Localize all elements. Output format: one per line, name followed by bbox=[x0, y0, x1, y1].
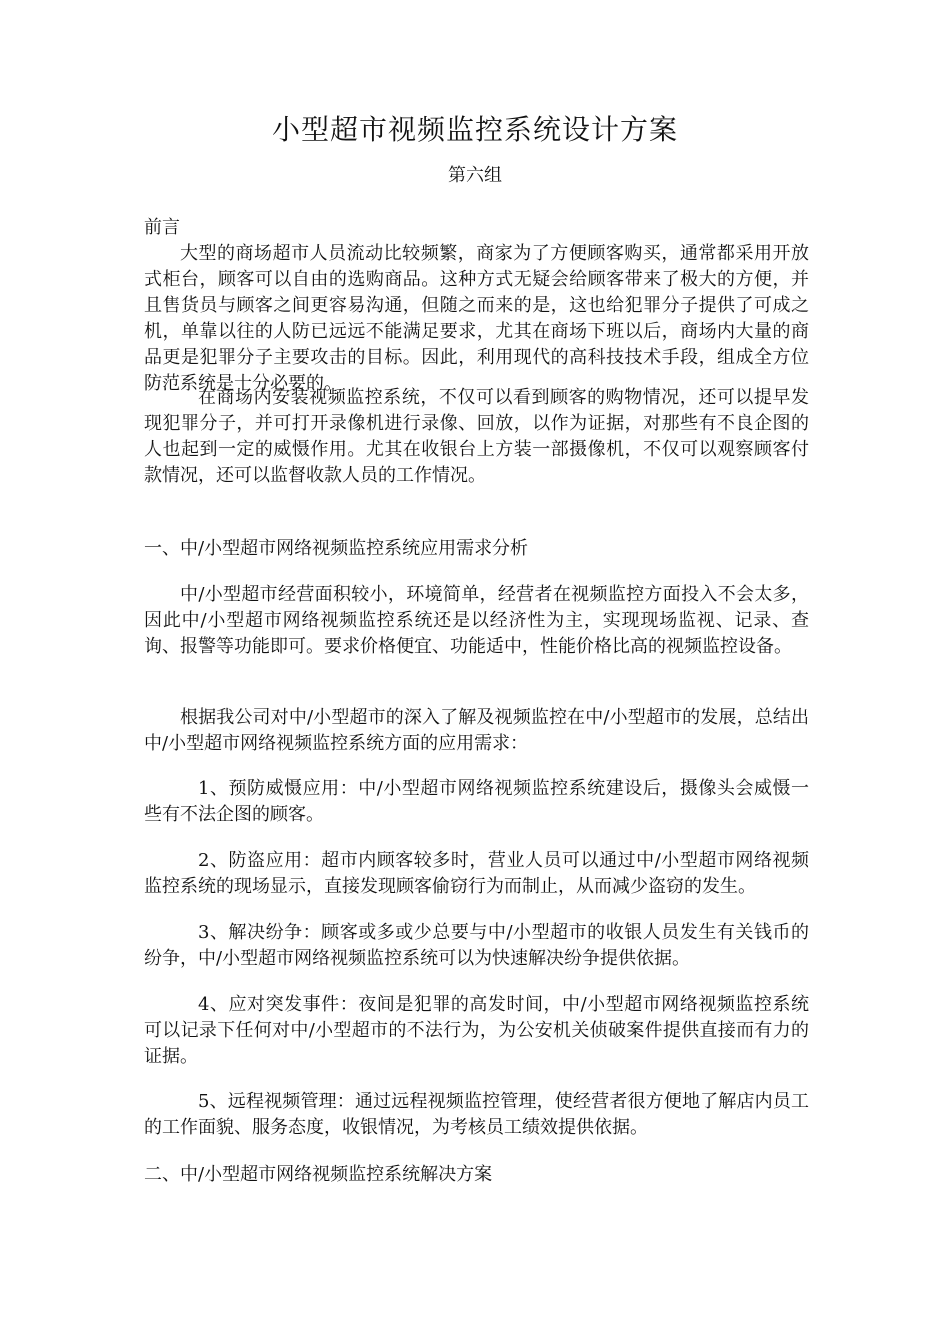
section-1-item-2: 2、防盗应用：超市内顾客较多时，营业人员可以通过中/小型超市网络视频监控系统的现场显示，直接发现顾客偷窃行为而制止，从而减少盗窃的发生。 bbox=[144, 850, 809, 897]
section-1-item-1: 1、预防威慑应用：中/小型超市网络视频监控系统建设后，摄像头会威慑一些有不法企图的顾客。 bbox=[144, 778, 809, 825]
section-1-item-5: 5、远程视频管理：通过远程视频监控管理，使经营者很方便地了解店内员工的工作面貌、服务态度，收银情况，为考核员工绩效提供依据。 bbox=[144, 1091, 809, 1138]
document-subtitle: 第六组 bbox=[448, 165, 502, 186]
document-title: 小型超市视频监控系统设计方案 bbox=[271, 113, 678, 146]
preface-paragraph-2: 在商场内安装视频监控系统，不仅可以看到顾客的购物情况，还可以提早发现犯罪分子，并可打开录像机进行录像、回放，以作为证据，对那些有不良企图的人也起到一定的威慑作用。尤其在收银台上方装一部摄像机，不仅可以观察顾客付款情况，还可以监督收款人员的工作情况。 bbox=[144, 387, 809, 486]
section-1-heading: 一、中/小型超市网络视频监控系统应用需求分析 bbox=[144, 538, 529, 559]
section-1-paragraph-2: 根据我公司对中/小型超市的深入了解及视频监控在中/小型超市的发展，总结出中/小型超市网络视频监控系统方面的应用需求： bbox=[144, 707, 809, 754]
section-1-item-4: 4、应对突发事件：夜间是犯罪的高发时间，中/小型超市网络视频监控系统可以记录下任何对中/小型超市的不法行为，为公安机关侦破案件提供直接而有力的证据。 bbox=[144, 994, 809, 1067]
section-1-paragraph-1: 中/小型超市经营面积较小，环境简单，经营者在视频监控方面投入不会太多，因此中/小型超市网络视频监控系统还是以经济性为主，实现现场监视、记录、查询、报警等功能即可。要求价格便宜、功能适中，性能价格比高的视频监控设备。 bbox=[144, 584, 809, 657]
section-1-item-3: 3、解决纷争：顾客或多或少总要与中/小型超市的收银人员发生有关钱币的纷争，中/小型超市网络视频监控系统可以为快速解决纷争提供依据。 bbox=[144, 922, 809, 969]
preface-paragraph-1: 大型的商场超市人员流动比较频繁，商家为了方便顾客购买，通常都采用开放式柜台，顾客可以自由的选购商品。这种方式无疑会给顾客带来了极大的方便，并且售货员与顾客之间更容易沟通，但随之而来的是，这也给犯罪分子提供了可成之机，单靠以往的人防已远远不能满足要求，尤其在商场下班以后，商场内大量的商品更是犯罪分子主要攻击的目标。因此，利用现代的高科技技术手段，组成全方位防范系统是十分必要的。 bbox=[144, 243, 809, 394]
section-2-heading: 二、中/小型超市网络视频监控系统解决方案 bbox=[144, 1164, 493, 1185]
preface-heading: 前言 bbox=[144, 217, 180, 238]
